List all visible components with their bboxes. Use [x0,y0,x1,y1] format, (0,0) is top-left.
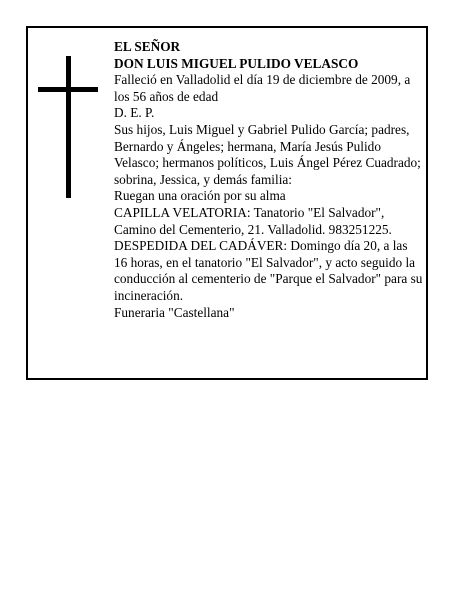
death-statement: Falleció en Valladolid el día 19 de diciembre de 2009, a los 56 años de edad [114,72,411,104]
obituary-title: EL SEÑOR [114,39,181,54]
cross-horizontal-bar [38,87,98,92]
prayer-request: Ruegan una oración por su alma [114,188,286,204]
farewell-info: DESPEDIDA DEL CADÁVER: Domingo día 20, a las 16 horas, en el tanatorio "El Salvador", y acto seguido la conducción al cementerio de "Parque el Salvador" para su incineración. [114,238,423,303]
family-list: Sus hijos, Luis Miguel y Gabriel Pulido García; padres, Bernardo y Ángeles; hermana, María Jesús Pulido Velasco; hermanos políticos, Luis Ángel Pérez Cuadrado; sobrina, Jessica, y demás familia: [114,121,421,187]
cross-icon [38,56,98,198]
deceased-name: DON LUIS MIGUEL PULIDO VELASCO [114,55,359,71]
cross-vertical-bar [66,56,71,198]
rest-in-peace: D. E. P. [114,105,155,121]
obituary-text [114,39,424,321]
funeral-home: Funeraria "Castellana" [114,304,235,320]
obituary-notice [26,26,428,380]
chapel-info: CAPILLA VELATORIA: Tanatorio "El Salvador", Camino del Cementerio, 21. Valladolid. 983251225. [114,204,392,237]
